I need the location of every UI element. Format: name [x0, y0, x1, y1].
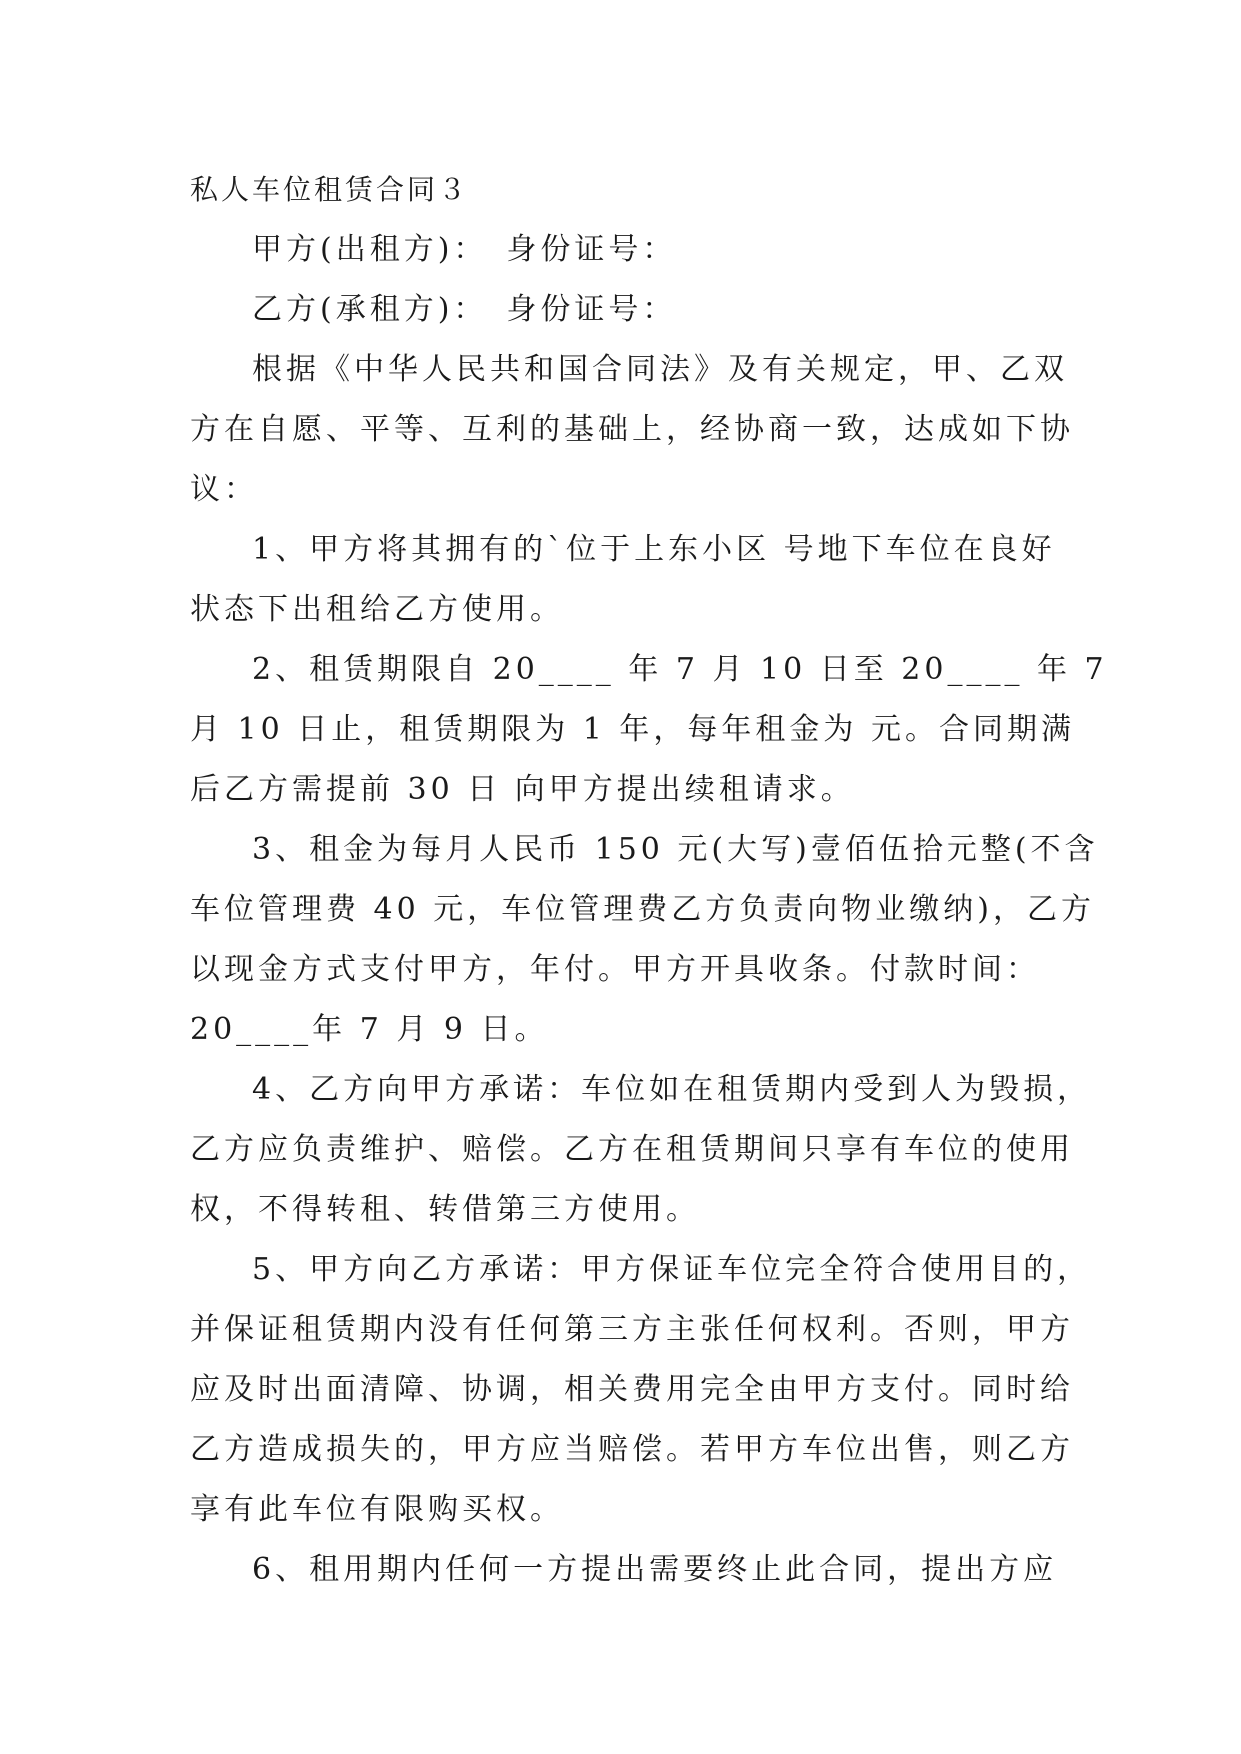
paragraph-line: 5、甲方向乙方承诺：甲方保证车位完全符合使用目的， — [252, 1252, 1092, 1287]
paragraph-line: 20____年 7 月 9 日。 — [190, 1012, 549, 1047]
paragraph-line: 后乙方需提前 30 日 向甲方提出续租请求。 — [190, 772, 855, 807]
paragraph-line: 乙方造成损失的，甲方应当赔偿。若甲方车位出售，则乙方 — [190, 1432, 1074, 1467]
paragraph — [190, 640, 1108, 820]
paragraph-line: 状态下出租给乙方使用。 — [190, 592, 564, 627]
document-page — [190, 160, 1108, 1600]
paragraph-line: 并保证租赁期内没有任何第三方主张任何权利。否则，甲方 — [190, 1312, 1074, 1347]
document-body — [190, 220, 1108, 1600]
paragraph — [190, 340, 1074, 520]
paragraph-line: 以现金方式支付甲方，年付。甲方开具收条。付款时间： — [190, 952, 1040, 987]
paragraph — [190, 1540, 1058, 1600]
paragraph-line: 1、甲方将其拥有的`位于上东小区 号地下车位在良好 — [252, 532, 1056, 567]
paragraph-line: 月 10 日止，租赁期限为 1 年，每年租金为 元。合同期满 — [190, 712, 1075, 747]
paragraph-line: 车位管理费 40 元，车位管理费乙方负责向物业缴纳)，乙方 — [190, 892, 1095, 927]
document-title: 私人车位租赁合同３ — [190, 173, 470, 206]
paragraph — [190, 820, 1099, 1060]
paragraph — [190, 520, 1056, 640]
paragraph-line: 应及时出面清障、协调，相关费用完全由甲方支付。同时给 — [190, 1372, 1074, 1407]
paragraph-line: 6、租用期内任何一方提出需要终止此合同，提出方应 — [252, 1552, 1058, 1587]
paragraph-line: 乙方应负责维护、赔偿。乙方在租赁期间只享有车位的使用 — [190, 1132, 1074, 1167]
paragraph-line: 4、乙方向甲方承诺：车位如在租赁期内受到人为毁损， — [252, 1072, 1092, 1107]
paragraph-line: 甲方(出租方)： 身份证号： — [252, 232, 677, 267]
paragraph-line: 根据《中华人民共和国合同法》及有关规定，甲、乙双 — [252, 352, 1068, 387]
paragraph — [190, 1060, 1092, 1240]
paragraph — [190, 1240, 1092, 1540]
paragraph — [190, 280, 1050, 340]
paragraph-line: 享有此车位有限购买权。 — [190, 1492, 564, 1527]
paragraph-line: 方在自愿、平等、互利的基础上，经协商一致，达成如下协 — [190, 412, 1074, 447]
paragraph-line: 议： — [190, 472, 258, 507]
paragraph — [190, 220, 1050, 280]
paragraph-line: 权，不得转租、转借第三方使用。 — [190, 1192, 700, 1227]
paragraph-line: 3、租金为每月人民币 150 元(大写)壹佰伍拾元整(不含 — [252, 832, 1099, 867]
paragraph-line: 2、租赁期限自 20____ 年 7 月 10 日至 20____ 年 7 — [252, 652, 1108, 687]
paragraph-line: 乙方(承租方)： 身份证号： — [252, 292, 677, 327]
